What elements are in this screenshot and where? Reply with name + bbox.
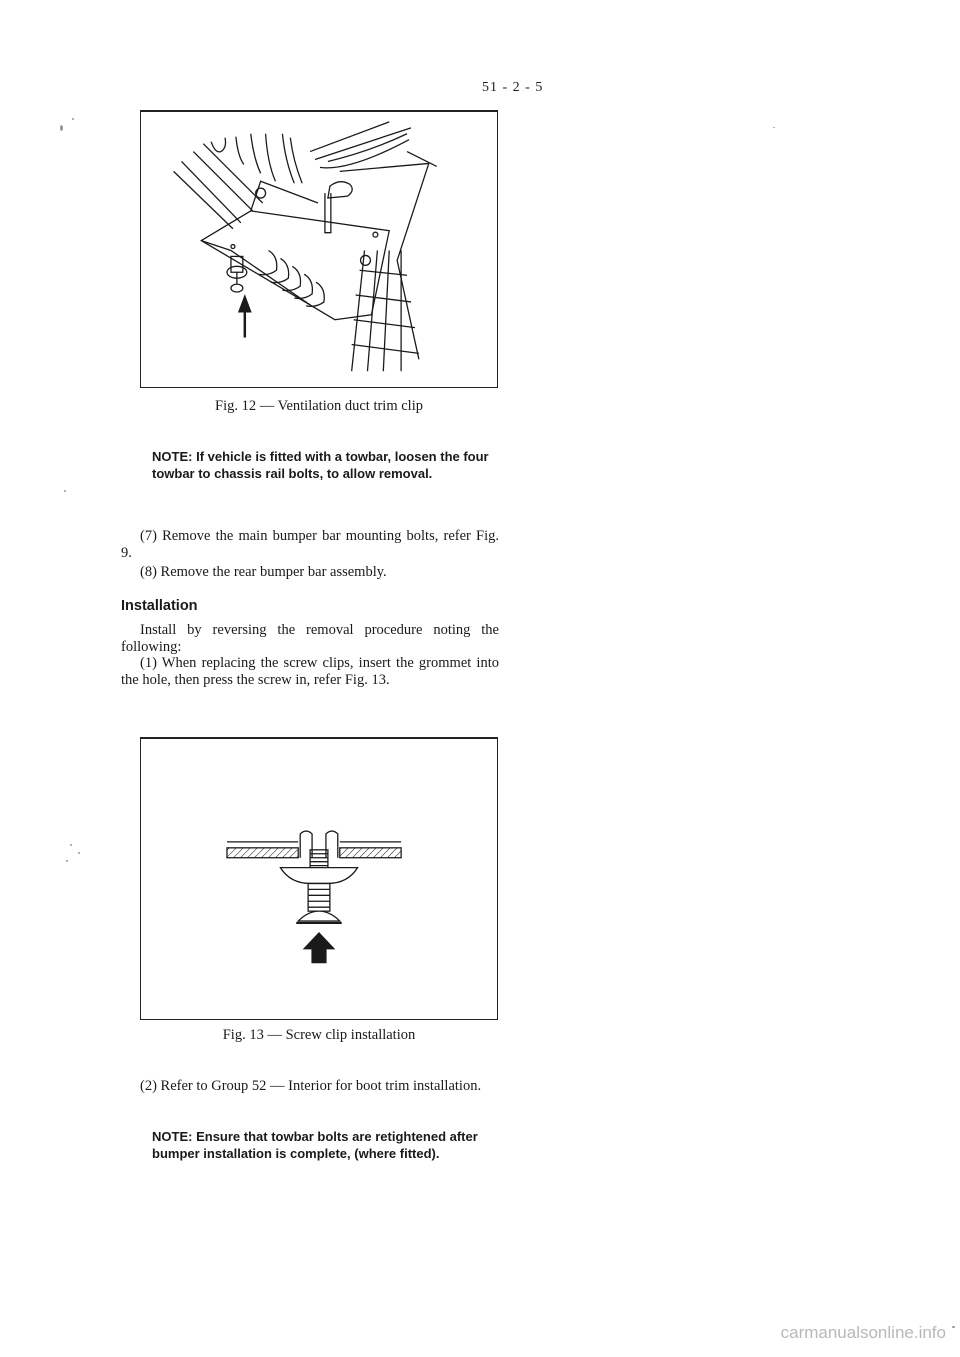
note-towbar-retighten	[152, 1128, 492, 1162]
page-number: 51 - 2 - 5	[482, 80, 544, 95]
note-text: Ensure that towbar bolts are retightened after bumper installation is complete, (where fitted).	[152, 1129, 478, 1161]
step-1-text: (1) When replacing the screw clips, insert the grommet into the hole, then press the screw in, refer Fig. 13.	[121, 655, 499, 688]
note-label: NOTE:	[152, 449, 193, 464]
step-7	[121, 528, 499, 562]
figure-13-caption: Fig. 13 — Screw clip installation	[222, 1027, 416, 1043]
figure-13-illustration	[140, 737, 498, 1020]
step-1	[121, 655, 499, 689]
step-2-text: (2) Refer to Group 52 — Interior for boot trim installation.	[140, 1078, 482, 1094]
step-7-text: (7) Remove the main bumper bar mounting bolts, refer Fig. 9.	[121, 528, 499, 561]
figure-12-illustration	[140, 110, 498, 388]
step-8: (8) Remove the rear bumper bar assembly.	[140, 564, 387, 580]
ventilation-duct-trim-clip-drawing	[141, 112, 497, 387]
section-heading-installation: Installation	[121, 598, 198, 614]
note-towbar-loosen	[152, 448, 492, 482]
screw-clip-drawing	[141, 739, 497, 1019]
installation-intro	[121, 622, 499, 656]
note-text: If vehicle is fitted with a towbar, loosen the four towbar to chassis rail bolts, to allow removal.	[152, 449, 489, 481]
installation-intro-text: Install by reversing the removal procedure noting the following:	[121, 622, 499, 655]
watermark: carmanualsonline.info	[780, 1323, 946, 1342]
step-2	[121, 1078, 499, 1095]
note-label: NOTE:	[152, 1129, 193, 1144]
figure-12-caption: Fig. 12 — Ventilation duct trim clip	[215, 398, 423, 414]
